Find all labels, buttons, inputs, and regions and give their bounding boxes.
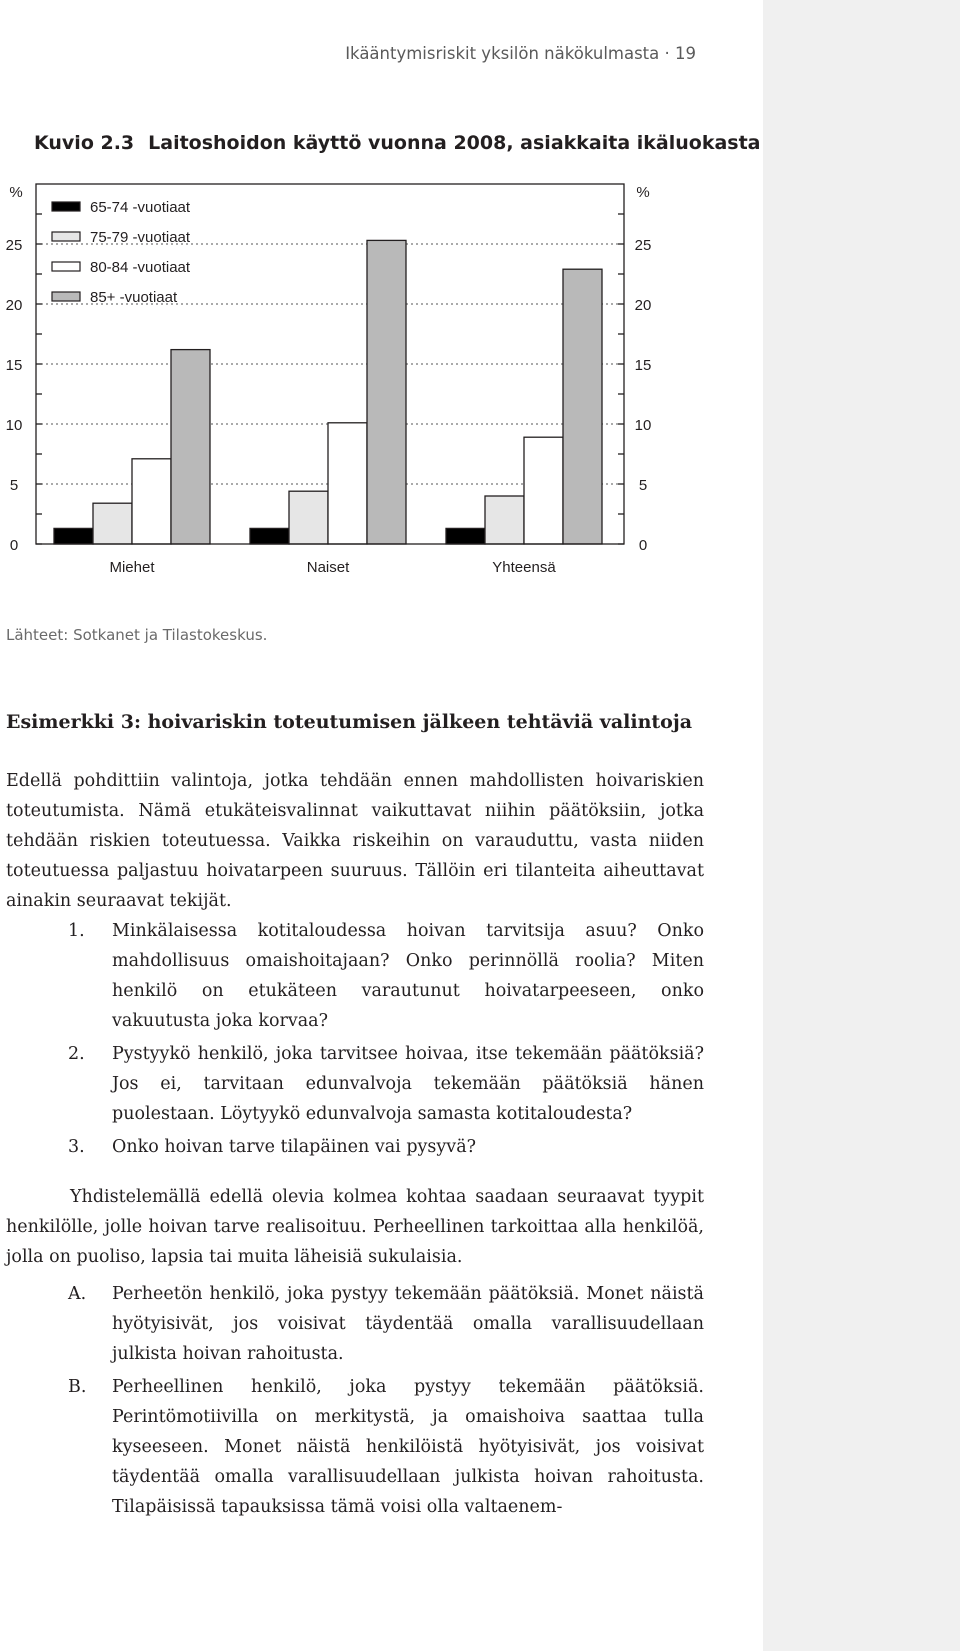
legend-swatch <box>52 232 80 241</box>
bar <box>524 437 563 544</box>
list-marker: 3. <box>68 1137 85 1157</box>
bar <box>485 496 524 544</box>
y-tick-label-right: 20 <box>634 297 652 314</box>
y-axis-unit-left: % <box>9 184 23 201</box>
figure-source: Lähteet: Sotkanet ja Tilastokeskus. <box>6 626 268 644</box>
list-item-text: Pystyykö henkilö, joka tarvitsee hoivaa, itse tekemään päätöksiä? Jos ei, tarvitaan edunvalvoja tekemään päätöksiä hänen puolestaan. Löytyykö edunvalvoja samasta kotitaloudesta? <box>112 1044 704 1124</box>
list-item-text: Minkälaisessa kotitaloudessa hoivan tarvitsija asuu? Onko mahdollisuus omaishoitajaan? Onko perinnöllä roolia? Miten henkilö on etukäteen varautunut hoivatarpeeseen, onko vakuutusta joka korvaa? <box>112 921 704 1031</box>
list-marker: B. <box>68 1377 87 1397</box>
y-tick-label-right: 0 <box>638 537 648 554</box>
x-category-label: Naiset <box>306 559 350 576</box>
type-list <box>6 1279 704 1525</box>
bar <box>93 503 132 544</box>
sidebar-panel <box>763 0 960 1651</box>
paragraph-intro: Edellä pohdittiin valintoja, jotka tehdään ennen mahdollisten hoivariskien toteutumista. Nämä etukäteisvalinnat vaikuttavat niihin päätöksiin, jotka tehdään riskien toteutuessa. Vaikka riskeihin on varauduttu, vasta niiden toteutuessa paljastuu hoivatarpeen suuruus. Tällöin eri tilanteita aiheuttavat ainakin seuraavat tekijät. <box>6 771 704 911</box>
figure-caption <box>34 132 761 154</box>
figure-title: Laitoshoidon käyttö vuonna 2008, asiakkaita ikäluokasta <box>148 132 761 154</box>
legend-swatch <box>52 292 80 301</box>
list-item-text: Perheetön henkilö, joka pystyy tekemään päätöksiä. Monet näistä hyötyisivät, jos voisivat täydentää omalla varallisuudellaan julkista hoivan rahoitusta. <box>112 1284 704 1364</box>
legend-swatch <box>52 202 80 211</box>
bar-chart <box>0 180 700 600</box>
y-tick-label-left: 5 <box>9 477 19 494</box>
legend-label: 75-79 -vuotiaat <box>90 229 191 246</box>
legend-label: 80-84 -vuotiaat <box>90 259 191 276</box>
y-tick-label-right: 25 <box>634 237 652 254</box>
y-tick-label-left: 0 <box>9 537 19 554</box>
bar <box>563 269 602 544</box>
paragraph-types: Yhdistelemällä edellä olevia kolmea kohtaa saadaan seuraavat tyypit henkilölle, jolle hoivan tarve realisoituu. Perheellinen tarkoittaa alla henkilöä, jolla on puoliso, lapsia tai muita läheisiä sukulaisia. <box>6 1187 704 1267</box>
y-tick-label-right: 5 <box>638 477 648 494</box>
bar <box>54 528 93 544</box>
legend-swatch <box>52 262 80 271</box>
figure-label: Kuvio 2.3 <box>34 132 135 154</box>
y-tick-label-left: 15 <box>5 357 23 374</box>
running-head: Ikääntymisriskit yksilön näkökulmasta · 19 <box>345 44 696 63</box>
bar <box>446 528 485 544</box>
list-marker: A. <box>68 1284 87 1304</box>
y-tick-label-left: 20 <box>5 297 23 314</box>
y-axis-unit-right: % <box>636 184 650 201</box>
bar <box>328 423 367 544</box>
bar <box>250 528 289 544</box>
list-marker: 1. <box>68 921 85 941</box>
chart-legend <box>52 199 191 306</box>
x-category-label: Miehet <box>109 559 155 576</box>
legend-label: 85+ -vuotiaat <box>90 289 178 306</box>
legend-label: 65-74 -vuotiaat <box>90 199 191 216</box>
section-heading: Esimerkki 3: hoivariskin toteutumisen jälkeen tehtäviä valintoja <box>6 711 693 733</box>
chart-bars <box>54 240 602 544</box>
bar <box>367 240 406 544</box>
list-item-text: Onko hoivan tarve tilapäinen vai pysyvä? <box>112 1137 477 1157</box>
question-list <box>6 916 704 1165</box>
list-item <box>6 1039 704 1129</box>
y-tick-label-left: 10 <box>5 417 23 434</box>
y-tick-label-right: 15 <box>634 357 652 374</box>
list-item-text: Perheellinen henkilö, joka pystyy tekemään päätöksiä. Perintömotiivilla on merkitystä, ja omaishoiva saattaa tulla kyseeseen. Monet näistä henkilöistä hyötyisivät, jos voisivat täydentää omalla varallisuudellaan julkista hoivan rahoitusta. Tilapäisissä tapauksissa tämä voisi olla valtaenem- <box>112 1377 704 1517</box>
x-category-label: Yhteensä <box>492 559 556 576</box>
list-item <box>6 1279 704 1369</box>
y-tick-label-left: 25 <box>5 237 23 254</box>
y-tick-label-right: 10 <box>634 417 652 434</box>
bar <box>132 459 171 544</box>
list-marker: 2. <box>68 1044 85 1064</box>
list-item <box>6 1372 704 1522</box>
bar <box>171 350 210 544</box>
bar <box>289 491 328 544</box>
list-item <box>6 1132 704 1162</box>
list-item <box>6 916 704 1036</box>
